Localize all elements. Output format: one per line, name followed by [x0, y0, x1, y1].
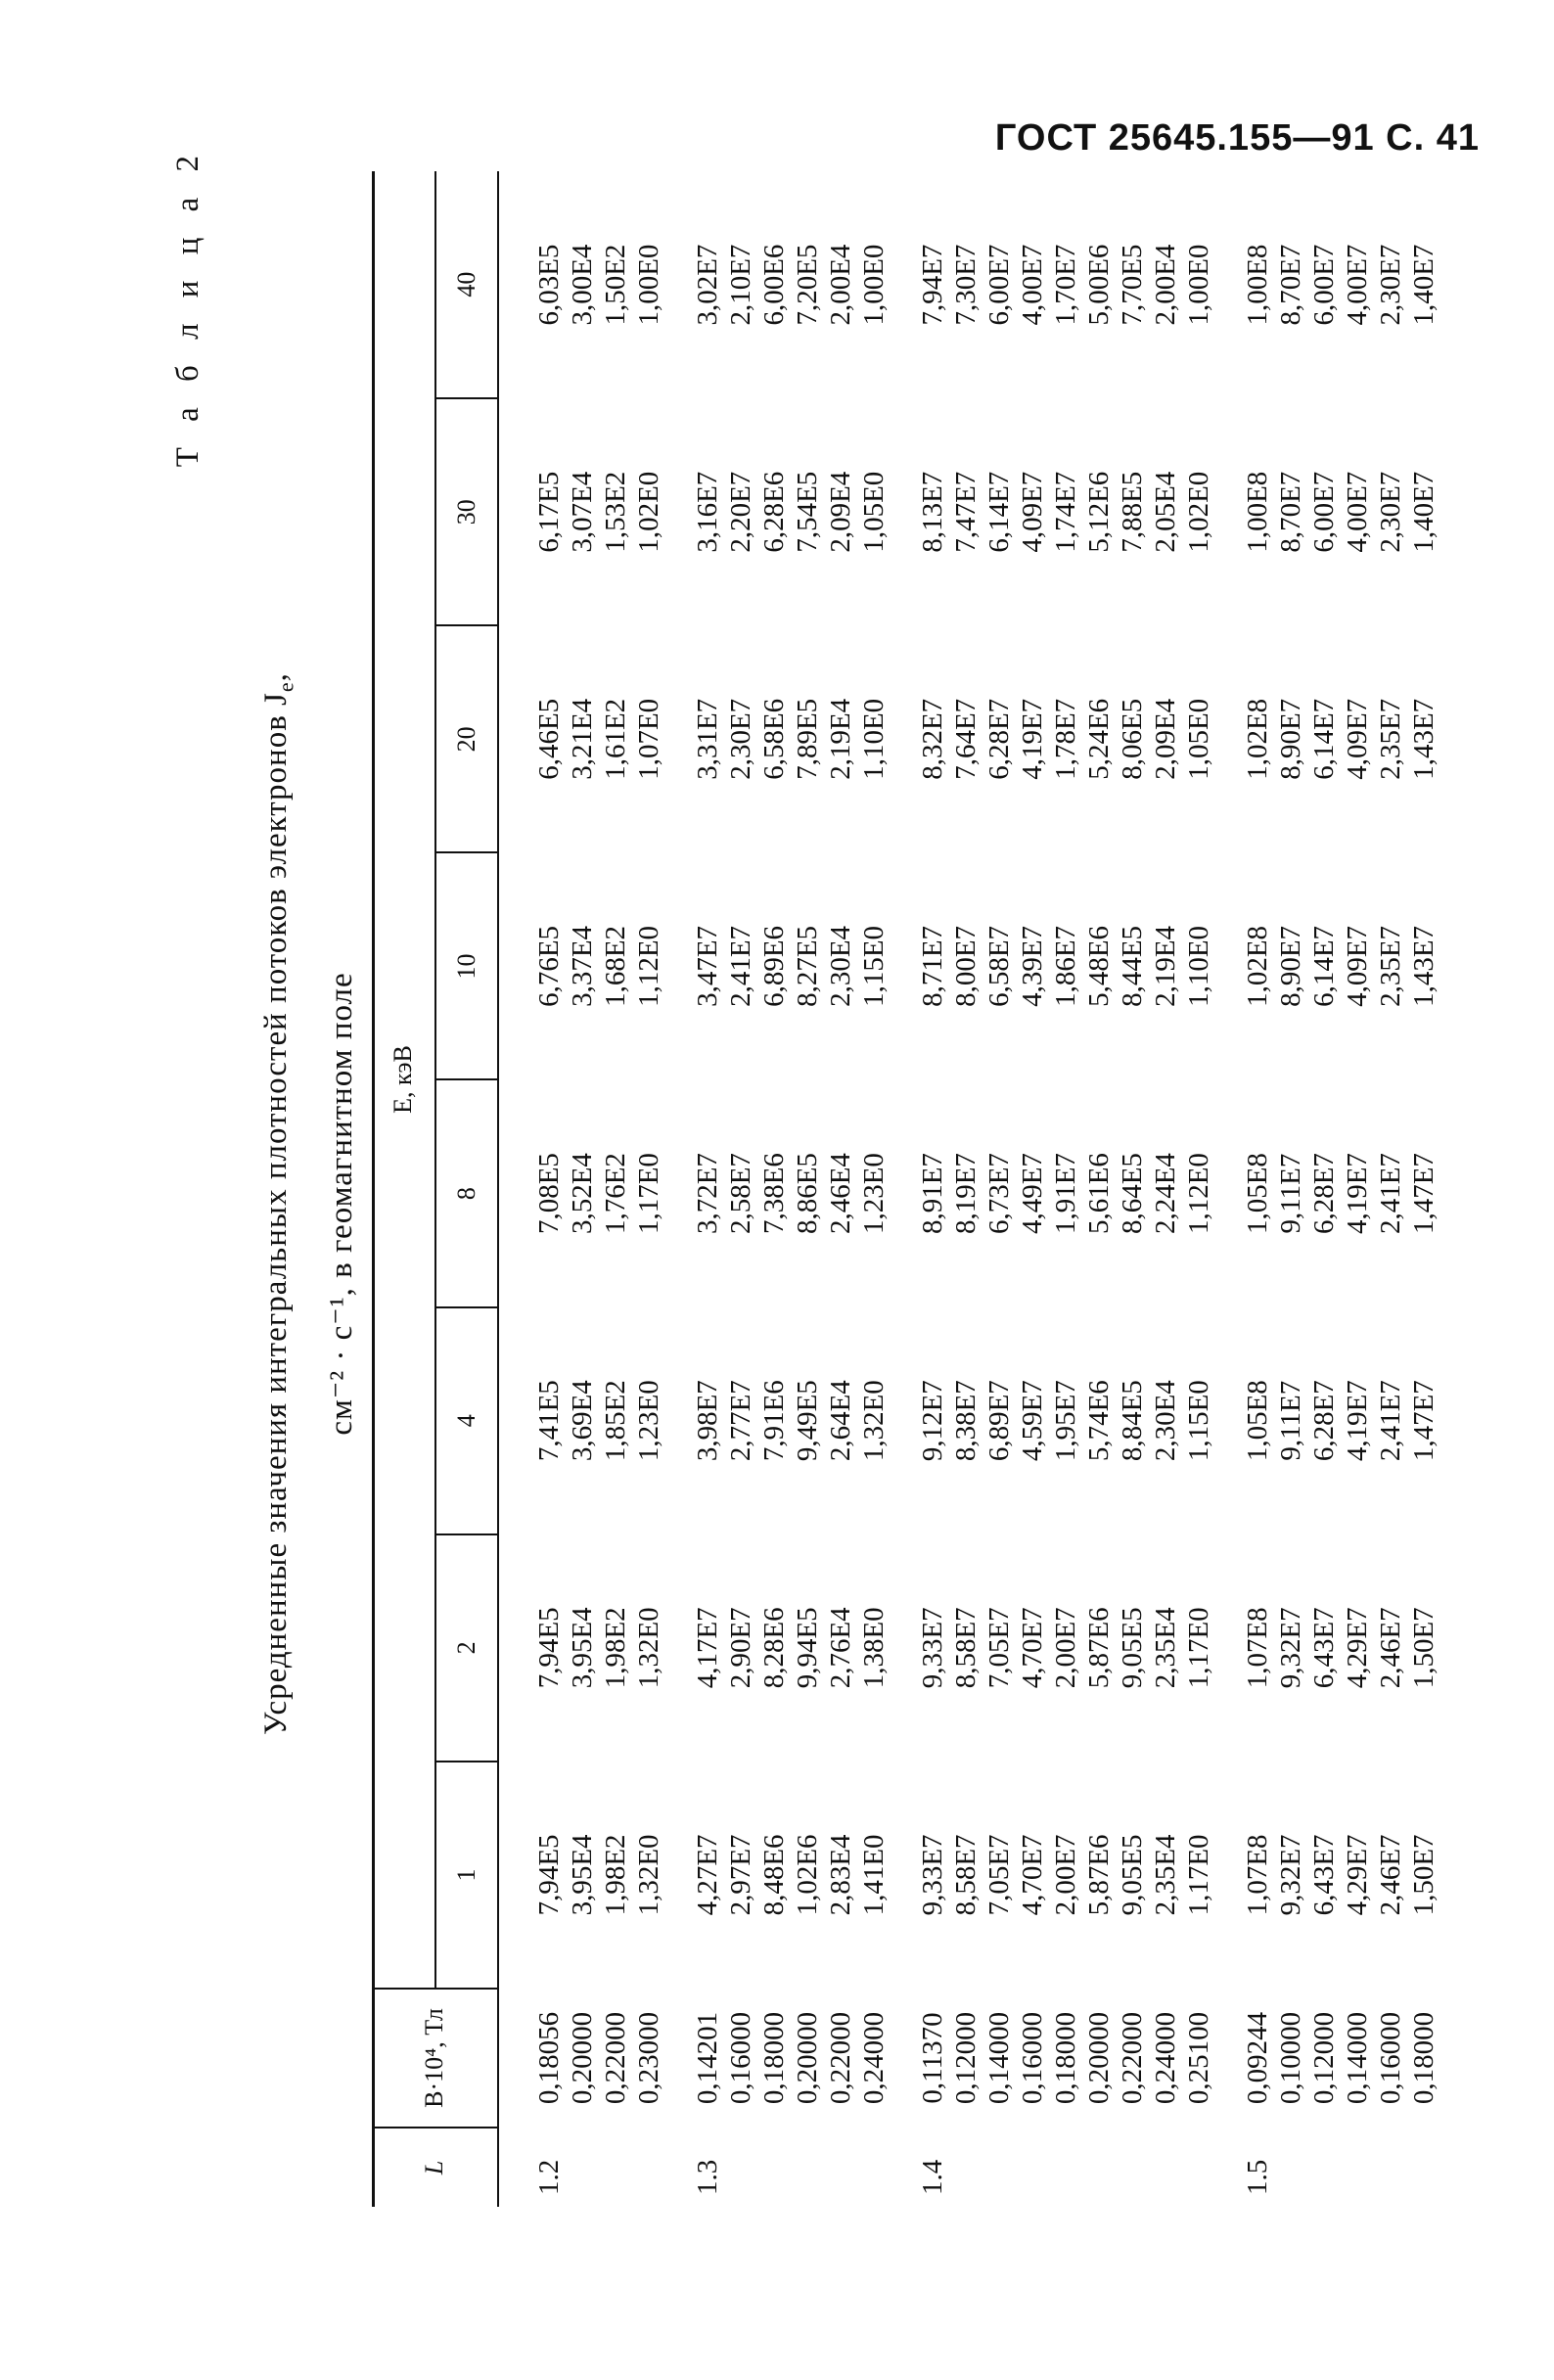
flux-value: 7,94E7: [917, 244, 948, 326]
flux-value: 8,86E5: [792, 1153, 823, 1235]
flux-values-30kev: [891, 398, 1215, 625]
flux-value: 2,77E7: [725, 1380, 756, 1462]
flux-value: 2,00E7: [1050, 1607, 1081, 1689]
flux-value: 2,41E7: [725, 925, 756, 1007]
flux-value: 1,86E7: [1050, 925, 1081, 1007]
flux-value: 7,08E5: [533, 1153, 565, 1235]
title-text: Усредненные значения интегральных плотностей потоков электронов J: [258, 692, 294, 1735]
flux-values-2kev: [891, 1534, 1215, 1762]
flux-value: 6,58E7: [983, 925, 1015, 1007]
flux-value: 4,29E7: [1342, 1834, 1373, 1916]
flux-value: 6,76E5: [533, 925, 565, 1007]
b-value: 0,14201: [692, 2011, 723, 2105]
flux-value: 7,54E5: [792, 471, 823, 553]
energy-header-0: 1: [435, 1762, 498, 1989]
flux-value: 1,47E7: [1408, 1380, 1440, 1462]
flux-values-10kev: [1215, 852, 1440, 1079]
flux-value: 1,43E7: [1408, 698, 1440, 780]
flux-value: 8,64E5: [1117, 1153, 1148, 1235]
flux-value: 4,17E7: [692, 1607, 723, 1689]
flux-values-4kev: [891, 1307, 1215, 1534]
flux-value: 9,49E5: [792, 1380, 823, 1462]
b-value: 0,22000: [825, 2011, 856, 2105]
header-row-2: [435, 171, 498, 2207]
b-value: 0,10000: [1275, 2011, 1306, 2105]
flux-value: 8,27E5: [792, 925, 823, 1007]
energy-header-4: 10: [435, 852, 498, 1079]
flux-value: 1,07E0: [633, 698, 664, 780]
flux-value: 4,09E7: [1017, 471, 1048, 553]
b-value: 0,18000: [1050, 2011, 1081, 2105]
flux-value: 6,14E7: [983, 471, 1015, 553]
energy-header-7: 40: [435, 171, 498, 398]
flux-value: 3,95E4: [567, 1607, 598, 1689]
flux-value: 2,30E7: [725, 698, 756, 780]
flux-values-8kev: [498, 1080, 665, 1307]
data-table: [372, 171, 1440, 2207]
flux-value: 1,00E8: [1242, 471, 1273, 553]
flux-value: 3,00E4: [567, 244, 598, 326]
flux-value: 2,05E4: [1150, 471, 1181, 553]
page-header: ГОСТ 25645.155—91 С. 41: [994, 117, 1480, 159]
flux-value: 7,89E5: [792, 698, 823, 780]
flux-value: 3,07E4: [567, 471, 598, 553]
flux-value: 9,12E7: [917, 1380, 948, 1462]
flux-value: 1,05E0: [1183, 698, 1214, 780]
b-value: 0,22000: [1117, 2011, 1148, 2105]
flux-value: 4,09E7: [1342, 698, 1373, 780]
flux-value: 1,53E2: [600, 471, 631, 553]
flux-value: 1,43E7: [1408, 925, 1440, 1007]
flux-value: 3,02E7: [692, 244, 723, 326]
b-value: 0,18056: [533, 2011, 565, 2105]
flux-value: 7,70E5: [1117, 244, 1148, 326]
flux-value: 4,70E7: [1017, 1834, 1048, 1916]
flux-value: 1,61E2: [600, 698, 631, 780]
flux-values-30kev: [498, 398, 665, 625]
flux-value: 2,19E4: [825, 698, 856, 780]
flux-values-30kev: [1215, 398, 1440, 625]
flux-value: 1,05E8: [1242, 1380, 1273, 1462]
b-value: 0,16000: [1017, 2011, 1048, 2105]
flux-value: 2,46E7: [1375, 1834, 1406, 1916]
flux-value: 1,05E0: [858, 471, 890, 553]
flux-value: 1,00E0: [1183, 244, 1214, 326]
b-value: 0,09244: [1242, 2011, 1273, 2105]
flux-value: 2,64E4: [825, 1380, 856, 1462]
flux-values-1kev: [891, 1762, 1215, 1989]
energy-header-2: 4: [435, 1307, 498, 1534]
b-value: 0,16000: [1375, 2011, 1406, 2105]
flux-values-2kev: [1215, 1534, 1440, 1762]
flux-value: 1,02E6: [792, 1834, 823, 1916]
flux-value: 2,00E4: [825, 244, 856, 326]
flux-values-20kev: [891, 625, 1215, 852]
flux-value: 6,17E5: [533, 471, 565, 553]
flux-value: 2,30E7: [1375, 471, 1406, 553]
b-value: 0,11370: [917, 2012, 948, 2104]
flux-values-1kev: [665, 1762, 891, 1989]
b-value: 0,20000: [567, 2011, 598, 2105]
flux-value: 7,64E7: [950, 698, 982, 780]
flux-value: 9,11E7: [1275, 1380, 1306, 1461]
flux-values-40kev: [1215, 171, 1440, 398]
b-value: 0,25100: [1183, 2011, 1214, 2105]
flux-value: 1,17E0: [633, 1153, 664, 1235]
flux-value: 8,90E7: [1275, 698, 1306, 780]
flux-values-10kev: [498, 852, 665, 1079]
flux-value: 2,35E4: [1150, 1834, 1181, 1916]
flux-value: 2,19E4: [1150, 925, 1181, 1007]
flux-value: 3,72E7: [692, 1153, 723, 1235]
header-row-1: [372, 171, 435, 2207]
b-value: 0,14000: [1342, 2011, 1373, 2105]
b-value: 0,12000: [1308, 2011, 1340, 2105]
flux-value: 1,78E7: [1050, 698, 1081, 780]
flux-value: 8,90E7: [1275, 925, 1306, 1007]
flux-value: 9,11E7: [1275, 1153, 1306, 1234]
flux-value: 8,58E7: [950, 1607, 982, 1689]
flux-values-10kev: [665, 852, 891, 1079]
flux-value: 3,21E4: [567, 698, 598, 780]
col-header-e: E, кэВ: [372, 171, 435, 1989]
flux-value: 5,61E6: [1083, 1153, 1115, 1235]
table-title: [249, 147, 369, 2261]
flux-value: 1,32E0: [633, 1834, 664, 1916]
flux-value: 8,70E7: [1275, 471, 1306, 553]
flux-value: 8,06E5: [1117, 698, 1148, 780]
flux-value: 2,46E7: [1375, 1607, 1406, 1689]
flux-value: 5,87E6: [1083, 1607, 1115, 1689]
b-value: 0,24000: [858, 2011, 890, 2105]
flux-values-1kev: [1215, 1762, 1440, 1989]
flux-value: 9,32E7: [1275, 1607, 1306, 1689]
flux-value: 6,03E5: [533, 244, 565, 326]
energy-header-3: 8: [435, 1080, 498, 1307]
flux-value: 5,12E6: [1083, 471, 1115, 553]
flux-values-20kev: [1215, 625, 1440, 852]
flux-value: 9,32E7: [1275, 1834, 1306, 1916]
flux-value: 2,35E7: [1375, 925, 1406, 1007]
flux-value: 1,32E0: [633, 1607, 664, 1689]
b-value: 0,12000: [950, 2011, 982, 2105]
flux-values-4kev: [1215, 1307, 1440, 1534]
flux-value: 1,23E0: [858, 1153, 890, 1235]
table-row: [498, 171, 665, 2207]
flux-value: 1,98E2: [600, 1834, 631, 1916]
b-value: 0,18000: [1408, 2011, 1440, 2105]
flux-value: 5,74E6: [1083, 1380, 1115, 1462]
flux-value: 6,00E7: [1308, 471, 1340, 553]
flux-value: 1,85E2: [600, 1380, 631, 1462]
energy-header-6: 30: [435, 398, 498, 625]
flux-value: 4,19E7: [1017, 698, 1048, 780]
flux-value: 5,24E6: [1083, 698, 1115, 780]
flux-value: 1,98E2: [600, 1607, 631, 1689]
flux-value: 6,00E7: [1308, 244, 1340, 326]
flux-value: 7,47E7: [950, 471, 982, 553]
flux-value: 1,00E0: [633, 244, 664, 326]
flux-value: 7,20E5: [792, 244, 823, 326]
col-header-l: L: [372, 2128, 498, 2207]
flux-value: 8,38E7: [950, 1380, 982, 1462]
flux-value: 1,02E0: [633, 471, 664, 553]
flux-value: 8,58E7: [950, 1834, 982, 1916]
flux-value: 4,09E7: [1342, 925, 1373, 1007]
flux-value: 8,00E7: [950, 925, 982, 1007]
b-value: 0,23000: [633, 2011, 664, 2105]
flux-value: 6,89E7: [983, 1380, 1015, 1462]
table-row: [1215, 171, 1440, 2207]
flux-value: 1,40E7: [1408, 471, 1440, 553]
flux-value: 1,02E0: [1183, 471, 1214, 553]
flux-value: 6,43E7: [1308, 1834, 1340, 1916]
flux-value: 8,32E7: [917, 698, 948, 780]
flux-value: 9,33E7: [917, 1834, 948, 1916]
flux-value: 8,28E6: [758, 1607, 790, 1689]
flux-value: 6,28E7: [1308, 1153, 1340, 1235]
flux-value: 2,35E7: [1375, 698, 1406, 780]
flux-value: 3,69E4: [567, 1380, 598, 1462]
flux-value: 1,47E7: [1408, 1153, 1440, 1235]
flux-value: 2,58E7: [725, 1153, 756, 1235]
flux-value: 1,76E2: [600, 1153, 631, 1235]
flux-value: 9,94E5: [792, 1607, 823, 1689]
flux-value: 4,19E7: [1342, 1380, 1373, 1462]
flux-value: 4,19E7: [1342, 1153, 1373, 1235]
b-value: 0,24000: [1150, 2011, 1181, 2105]
flux-value: 2,83E4: [825, 1834, 856, 1916]
flux-value: 1,50E2: [600, 244, 631, 326]
flux-value: 1,02E8: [1242, 698, 1273, 780]
flux-value: 7,41E5: [533, 1380, 565, 1462]
flux-value: 7,94E5: [533, 1834, 565, 1916]
b-values: [665, 1989, 891, 2128]
flux-value: 9,05E5: [1117, 1607, 1148, 1689]
flux-value: 1,10E0: [858, 698, 890, 780]
flux-value: 2,97E7: [725, 1834, 756, 1916]
flux-value: 1,12E0: [633, 925, 664, 1007]
flux-value: 1,32E0: [858, 1380, 890, 1462]
flux-value: 3,16E7: [692, 471, 723, 553]
flux-value: 2,46E4: [825, 1153, 856, 1235]
flux-value: 1,15E0: [1183, 1380, 1214, 1462]
title-line-1: [249, 147, 314, 2261]
flux-value: 6,00E6: [758, 244, 790, 326]
flux-value: 6,28E7: [1308, 1380, 1340, 1462]
flux-value: 1,74E7: [1050, 471, 1081, 553]
flux-value: 2,09E4: [825, 471, 856, 553]
flux-value: 1,10E0: [1183, 925, 1214, 1007]
flux-value: 1,15E0: [858, 925, 890, 1007]
flux-value: 7,05E7: [983, 1834, 1015, 1916]
b-values: [498, 1989, 665, 2128]
flux-values-40kev: [891, 171, 1215, 398]
flux-value: 1,23E0: [633, 1380, 664, 1462]
title-comma: ,: [258, 672, 294, 682]
flux-value: 6,73E7: [983, 1153, 1015, 1235]
flux-value: 1,17E0: [1183, 1834, 1214, 1916]
l-value: 1.4: [917, 2159, 948, 2195]
table-row: [891, 171, 1215, 2207]
flux-value: 4,59E7: [1017, 1380, 1048, 1462]
flux-value: 2,30E4: [825, 925, 856, 1007]
flux-value: 1,02E8: [1242, 925, 1273, 1007]
flux-value: 3,95E4: [567, 1834, 598, 1916]
flux-value: 8,91E7: [917, 1153, 948, 1235]
flux-values-20kev: [498, 625, 665, 852]
flux-value: 8,84E5: [1117, 1380, 1148, 1462]
flux-value: 6,14E7: [1308, 698, 1340, 780]
flux-value: 7,91E6: [758, 1380, 790, 1462]
flux-value: 6,46E5: [533, 698, 565, 780]
title-line-2: см⁻² · с⁻¹, в геомагнитном поле: [323, 972, 359, 1436]
flux-value: 6,43E7: [1308, 1607, 1340, 1689]
flux-value: 4,39E7: [1017, 925, 1048, 1007]
flux-value: 8,48E6: [758, 1834, 790, 1916]
flux-value: 1,07E8: [1242, 1834, 1273, 1916]
flux-values-4kev: [498, 1307, 665, 1534]
flux-value: 1,50E7: [1408, 1834, 1440, 1916]
flux-value: 1,41E0: [858, 1834, 890, 1916]
flux-value: 6,89E6: [758, 925, 790, 1007]
flux-values-8kev: [891, 1080, 1215, 1307]
table-row: [665, 171, 891, 2207]
flux-value: 2,90E7: [725, 1607, 756, 1689]
b-value: 0,22000: [600, 2011, 631, 2105]
flux-value: 8,44E5: [1117, 925, 1148, 1007]
energy-header-1: 2: [435, 1534, 498, 1762]
flux-value: 2,41E7: [1375, 1380, 1406, 1462]
flux-value: 1,40E7: [1408, 244, 1440, 326]
flux-value: 6,28E6: [758, 471, 790, 553]
flux-value: 1,70E7: [1050, 244, 1081, 326]
flux-value: 3,37E4: [567, 925, 598, 1007]
flux-value: 9,05E5: [1117, 1834, 1148, 1916]
rotated-table-area: [166, 147, 1468, 2261]
flux-value: 3,98E7: [692, 1380, 723, 1462]
flux-value: 2,20E7: [725, 471, 756, 553]
flux-value: 8,13E7: [917, 471, 948, 553]
flux-value: 1,00E8: [1242, 244, 1273, 326]
table-label: Т а б л и ц а 2: [170, 147, 206, 468]
flux-values-8kev: [1215, 1080, 1440, 1307]
flux-value: 4,00E7: [1342, 244, 1373, 326]
flux-value: 5,00E6: [1083, 244, 1115, 326]
flux-value: 1,05E8: [1242, 1153, 1273, 1235]
flux-value: 1,07E8: [1242, 1607, 1273, 1689]
flux-value: 7,05E7: [983, 1607, 1015, 1689]
flux-value: 2,00E4: [1150, 244, 1181, 326]
flux-value: 4,49E7: [1017, 1153, 1048, 1235]
flux-value: 9,33E7: [917, 1607, 948, 1689]
flux-value: 7,88E5: [1117, 471, 1148, 553]
flux-value: 2,35E4: [1150, 1607, 1181, 1689]
flux-value: 1,68E2: [600, 925, 631, 1007]
flux-value: 4,70E7: [1017, 1607, 1048, 1689]
flux-values-2kev: [665, 1534, 891, 1762]
flux-value: 1,00E0: [858, 244, 890, 326]
flux-value: 3,31E7: [692, 698, 723, 780]
flux-value: 7,94E5: [533, 1607, 565, 1689]
flux-value: 6,58E6: [758, 698, 790, 780]
flux-value: 2,24E4: [1150, 1153, 1181, 1235]
b-value: 0,14000: [983, 2011, 1015, 2105]
b-value: 0,20000: [792, 2011, 823, 2105]
flux-value: 1,38E0: [858, 1607, 890, 1689]
flux-value: 8,71E7: [917, 925, 948, 1007]
b-values: [891, 1989, 1215, 2128]
flux-values-10kev: [891, 852, 1215, 1079]
flux-value: 5,48E6: [1083, 925, 1115, 1007]
table-body: [498, 171, 1440, 2207]
flux-values-40kev: [665, 171, 891, 398]
flux-values-40kev: [498, 171, 665, 398]
flux-value: 1,12E0: [1183, 1153, 1214, 1235]
flux-value: 1,91E7: [1050, 1153, 1081, 1235]
flux-value: 2,10E7: [725, 244, 756, 326]
flux-value: 2,00E7: [1050, 1834, 1081, 1916]
b-value: 0,20000: [1083, 2011, 1115, 2105]
col-header-b: B·10⁴, Тл: [372, 1989, 498, 2128]
flux-value: 8,19E7: [950, 1153, 982, 1235]
flux-values-4kev: [665, 1307, 891, 1534]
flux-value: 4,00E7: [1017, 244, 1048, 326]
flux-values-8kev: [665, 1080, 891, 1307]
title-subscript: e: [273, 681, 298, 693]
flux-value: 1,50E7: [1408, 1607, 1440, 1689]
b-value: 0,18000: [758, 2011, 790, 2105]
flux-value: 6,00E7: [983, 244, 1015, 326]
flux-value: 3,47E7: [692, 925, 723, 1007]
flux-value: 4,29E7: [1342, 1607, 1373, 1689]
flux-value: 2,09E4: [1150, 698, 1181, 780]
energy-header-5: 20: [435, 625, 498, 852]
flux-value: 2,30E7: [1375, 244, 1406, 326]
flux-value: 8,70E7: [1275, 244, 1306, 326]
flux-value: 6,14E7: [1308, 925, 1340, 1007]
l-value: 1.2: [533, 2159, 565, 2195]
flux-value: 7,38E6: [758, 1153, 790, 1235]
flux-values-20kev: [665, 625, 891, 852]
flux-value: 1,17E0: [1183, 1607, 1214, 1689]
flux-value: 2,30E4: [1150, 1380, 1181, 1462]
b-values: [1215, 1989, 1440, 2128]
flux-value: 4,27E7: [692, 1834, 723, 1916]
flux-value: 6,28E7: [983, 698, 1015, 780]
flux-value: 4,00E7: [1342, 471, 1373, 553]
flux-values-2kev: [498, 1534, 665, 1762]
b-value: 0,16000: [725, 2011, 756, 2105]
flux-value: 3,52E4: [567, 1153, 598, 1235]
flux-value: 1,95E7: [1050, 1380, 1081, 1462]
l-value: 1.5: [1242, 2159, 1273, 2195]
flux-values-30kev: [665, 398, 891, 625]
flux-values-1kev: [498, 1762, 665, 1989]
flux-value: 5,87E6: [1083, 1834, 1115, 1916]
flux-value: 7,30E7: [950, 244, 982, 326]
l-value: 1.3: [692, 2159, 723, 2195]
flux-value: 2,76E4: [825, 1607, 856, 1689]
flux-value: 2,41E7: [1375, 1153, 1406, 1235]
